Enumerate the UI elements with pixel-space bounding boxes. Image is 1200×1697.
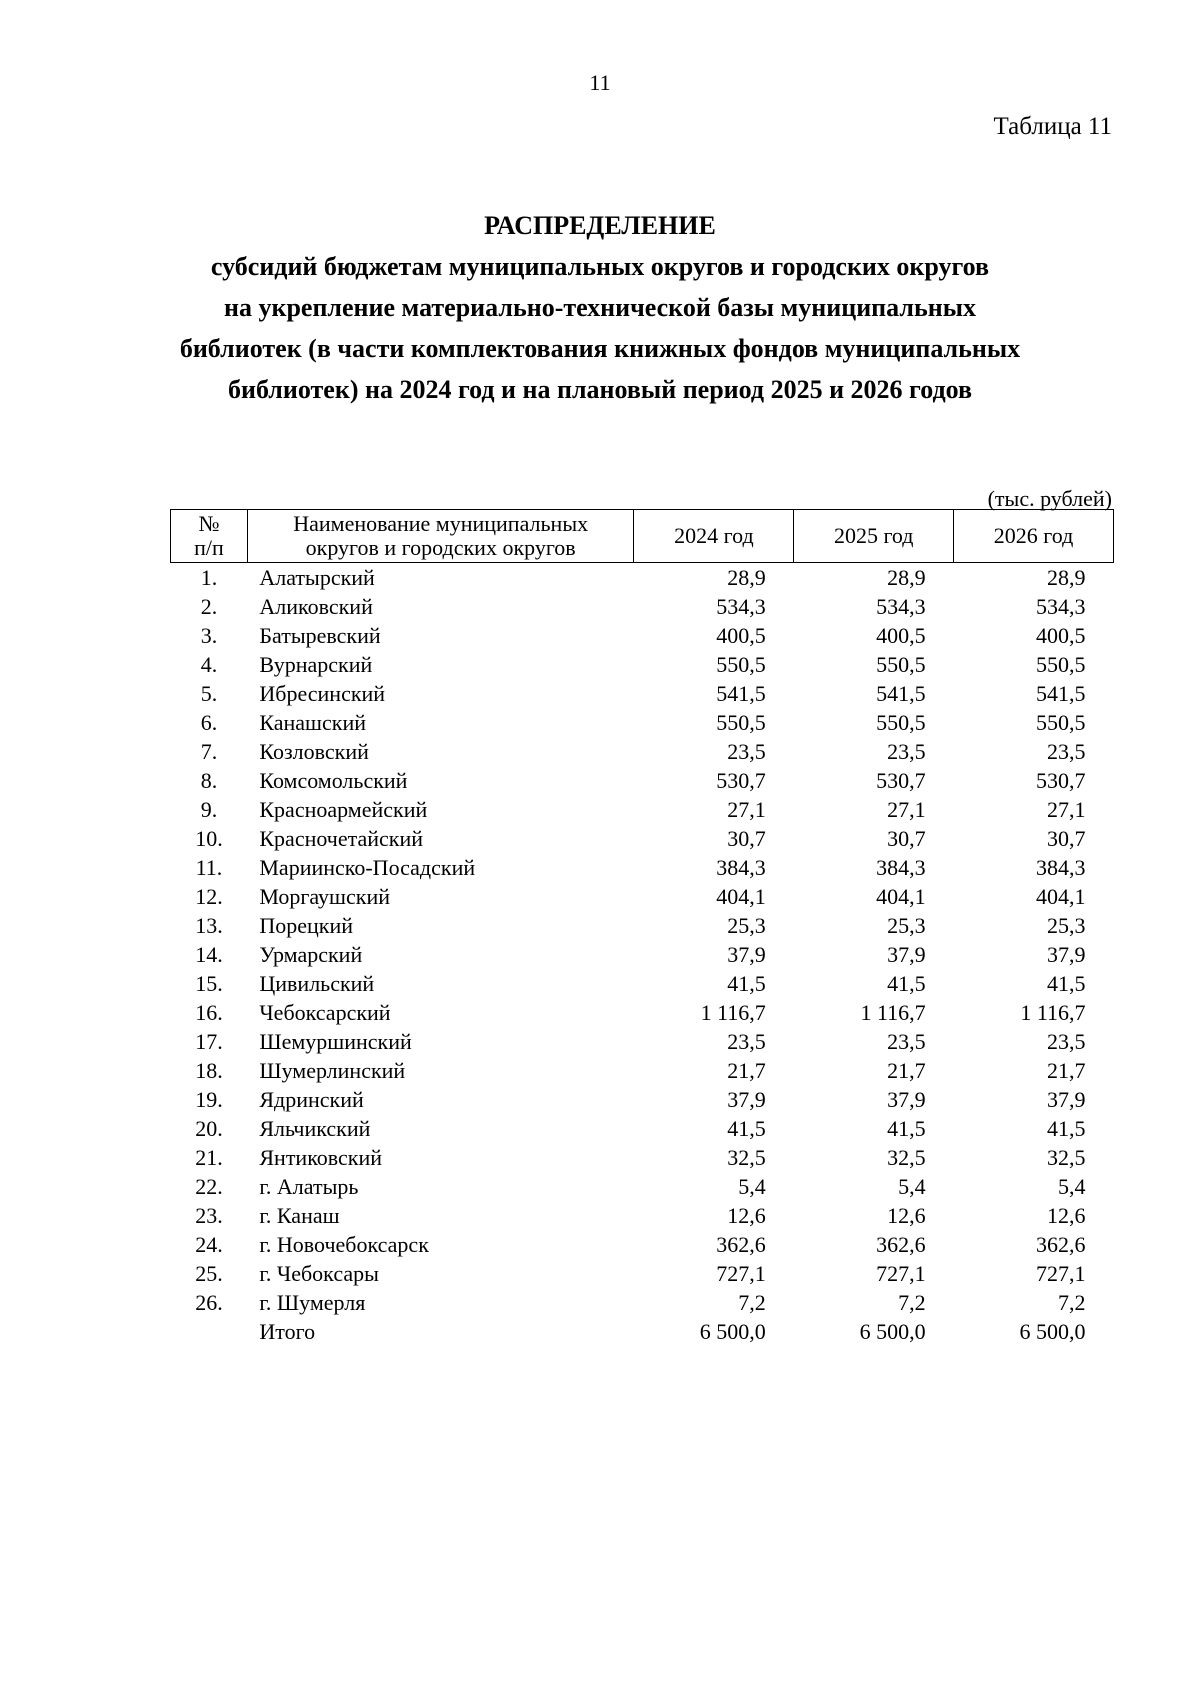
value-2026: 384,3 <box>1036 855 1086 880</box>
district-name: г. Алатырь <box>259 1174 359 1199</box>
table-row <box>171 795 1114 824</box>
district-name: г. Шумерля <box>259 1290 366 1315</box>
value-2026: 550,5 <box>1036 710 1086 735</box>
value-2026: 25,3 <box>1047 913 1086 938</box>
value-2024: 400,5 <box>716 623 766 648</box>
value-2024: 41,5 <box>727 1116 766 1141</box>
table-row <box>171 1201 1114 1230</box>
value-2024: 23,5 <box>727 739 766 764</box>
table-row <box>171 882 1114 911</box>
value-2024: 32,5 <box>727 1145 766 1170</box>
table-row <box>171 650 1114 679</box>
row-number: 7. <box>200 739 218 764</box>
table-row <box>171 940 1114 969</box>
district-name: Батыревский <box>259 623 381 648</box>
value-2026: 550,5 <box>1036 652 1086 677</box>
value-2025: 541,5 <box>876 681 926 706</box>
value-2026: 6 500,0 <box>1019 1319 1086 1344</box>
value-2025: 404,1 <box>876 884 926 909</box>
header-name-line-2: округов и городских округов <box>305 535 576 560</box>
row-number <box>171 1317 248 1346</box>
value-2026: 1 116,7 <box>1020 1000 1086 1025</box>
row-number: 10. <box>195 826 223 851</box>
row-number: 9. <box>200 797 218 822</box>
row-number: 18. <box>195 1058 223 1083</box>
header-name <box>247 510 634 563</box>
value-2024: 5,4 <box>738 1174 766 1199</box>
district-name: Порецкий <box>259 913 354 938</box>
value-2026: 404,1 <box>1036 884 1086 909</box>
row-number: 23. <box>195 1203 223 1228</box>
title-line-4: библиотек (в части комплектования книжных фондов муниципальных <box>179 334 1021 363</box>
value-2024: 6 500,0 <box>699 1319 766 1344</box>
value-2026: 23,5 <box>1047 1029 1086 1054</box>
table-row <box>171 737 1114 766</box>
value-2026: 727,1 <box>1036 1261 1086 1286</box>
header-2026: 2026 год <box>954 510 1114 563</box>
page-number: 11 <box>589 70 611 95</box>
value-2024: 37,9 <box>727 1087 766 1112</box>
header-number-line-2: п/п <box>194 535 224 560</box>
row-number: 5. <box>200 681 218 706</box>
district-name: Чебоксарский <box>259 1000 391 1025</box>
row-number: 25. <box>195 1261 223 1286</box>
district-name: г. Чебоксары <box>259 1261 379 1286</box>
value-2026: 30,7 <box>1047 826 1086 851</box>
district-name: Мариинско-Посадский <box>259 855 476 880</box>
value-2025: 534,3 <box>876 594 926 619</box>
row-number: 15. <box>195 971 223 996</box>
district-name: Комсомольский <box>259 768 408 793</box>
value-2025: 37,9 <box>887 1087 926 1112</box>
district-name: Канашский <box>259 710 367 735</box>
district-name: Ибресинский <box>259 681 386 706</box>
table-row <box>171 1143 1114 1172</box>
title-line-2: субсидий бюджетам муниципальных округов и городских округов <box>210 252 990 281</box>
district-name: Козловский <box>259 739 369 764</box>
value-2025: 28,9 <box>887 565 926 590</box>
value-2025: 400,5 <box>876 623 926 648</box>
row-number: 1. <box>200 565 218 590</box>
value-2024: 7,2 <box>738 1290 766 1315</box>
distribution-table <box>170 509 1114 1346</box>
value-2025: 1 116,7 <box>860 1000 926 1025</box>
district-name: Вурнарский <box>259 652 373 677</box>
value-2024: 384,3 <box>716 855 766 880</box>
district-name: Янтиковский <box>259 1145 383 1170</box>
header-row <box>171 510 1114 563</box>
district-name: г. Новочебоксарск <box>259 1232 429 1257</box>
value-2025: 550,5 <box>876 710 926 735</box>
value-2025: 7,2 <box>898 1290 926 1315</box>
value-2026: 534,3 <box>1036 594 1086 619</box>
value-2025: 12,6 <box>887 1203 926 1228</box>
header-number <box>171 510 248 563</box>
value-2024: 727,1 <box>716 1261 766 1286</box>
table-row <box>171 621 1114 650</box>
row-number: 19. <box>195 1087 223 1112</box>
value-2026: 37,9 <box>1047 942 1086 967</box>
row-number: 4. <box>200 652 218 677</box>
value-2025: 6 500,0 <box>859 1319 926 1344</box>
district-name: Цивильский <box>259 971 375 996</box>
value-2024: 550,5 <box>716 710 766 735</box>
row-number: 21. <box>195 1145 223 1170</box>
value-2025: 25,3 <box>887 913 926 938</box>
table-row <box>171 708 1114 737</box>
table-body <box>171 563 1114 1347</box>
table-row <box>171 1085 1114 1114</box>
value-2024: 41,5 <box>727 971 766 996</box>
value-2025: 21,7 <box>887 1058 926 1083</box>
header-2025: 2025 год <box>794 510 954 563</box>
table-row <box>171 1027 1114 1056</box>
value-2024: 1 116,7 <box>700 1000 766 1025</box>
table-row <box>171 998 1114 1027</box>
value-2025: 23,5 <box>887 1029 926 1054</box>
district-name: Ядринский <box>259 1087 364 1112</box>
title-line-5: библиотек) на 2024 год и на плановый период 2025 и 2026 годов <box>227 375 973 404</box>
district-name: Итого <box>259 1319 316 1344</box>
value-2026: 23,5 <box>1047 739 1086 764</box>
row-number: 16. <box>195 1000 223 1025</box>
row-number: 11. <box>195 855 223 880</box>
value-2025: 41,5 <box>887 971 926 996</box>
units-label: (тыс. рублей) <box>987 486 1112 511</box>
value-2024: 27,1 <box>727 797 766 822</box>
value-2025: 30,7 <box>887 826 926 851</box>
value-2026: 541,5 <box>1036 681 1086 706</box>
district-name: Аликовский <box>259 594 373 619</box>
value-2024: 534,3 <box>716 594 766 619</box>
value-2026: 27,1 <box>1047 797 1086 822</box>
value-2026: 21,7 <box>1047 1058 1086 1083</box>
table-row <box>171 563 1114 593</box>
value-2024: 530,7 <box>716 768 766 793</box>
header-2024: 2024 год <box>634 510 794 563</box>
table-row <box>171 592 1114 621</box>
table-label: Таблица 11 <box>993 113 1112 140</box>
table-row <box>171 1056 1114 1085</box>
value-2024: 28,9 <box>727 565 766 590</box>
district-name: Шемуршинский <box>259 1029 412 1054</box>
row-number: 3. <box>200 623 218 648</box>
row-number: 13. <box>195 913 223 938</box>
table-row <box>171 1172 1114 1201</box>
value-2025: 530,7 <box>876 768 926 793</box>
value-2026: 400,5 <box>1036 623 1086 648</box>
value-2024: 362,6 <box>716 1232 766 1257</box>
district-name: Яльчикский <box>259 1116 371 1141</box>
row-number: 2. <box>200 594 218 619</box>
value-2025: 41,5 <box>887 1116 926 1141</box>
value-2025: 362,6 <box>876 1232 926 1257</box>
value-2025: 23,5 <box>887 739 926 764</box>
district-name: Красноармейский <box>259 797 428 822</box>
document-title <box>0 205 1200 410</box>
value-2025: 550,5 <box>876 652 926 677</box>
district-name: г. Канаш <box>259 1203 340 1228</box>
table-row <box>171 1259 1114 1288</box>
row-number: 22. <box>195 1174 223 1199</box>
table-row <box>171 679 1114 708</box>
value-2024: 404,1 <box>716 884 766 909</box>
table-row <box>171 1114 1114 1143</box>
row-number: 26. <box>195 1290 223 1315</box>
value-2024: 550,5 <box>716 652 766 677</box>
district-name: Урмарский <box>259 942 363 967</box>
value-2026: 28,9 <box>1047 565 1086 590</box>
title-line-1: РАСПРЕДЕЛЕНИЕ <box>484 211 716 240</box>
value-2025: 27,1 <box>887 797 926 822</box>
table-row <box>171 1230 1114 1259</box>
row-number: 14. <box>195 942 223 967</box>
value-2024: 37,9 <box>727 942 766 967</box>
value-2026: 37,9 <box>1047 1087 1086 1112</box>
value-2026: 7,2 <box>1058 1290 1086 1315</box>
district-name: Алатырский <box>259 565 375 590</box>
value-2024: 23,5 <box>727 1029 766 1054</box>
table-row <box>171 911 1114 940</box>
value-2026: 362,6 <box>1036 1232 1086 1257</box>
row-number: 24. <box>195 1232 223 1257</box>
value-2024: 541,5 <box>716 681 766 706</box>
row-number: 17. <box>195 1029 223 1054</box>
table-row <box>171 853 1114 882</box>
table-row <box>171 824 1114 853</box>
title-line-3: на укрепление материально-технической базы муниципальных <box>223 293 977 322</box>
table-row <box>171 969 1114 998</box>
value-2025: 5,4 <box>898 1174 926 1199</box>
value-2026: 5,4 <box>1058 1174 1086 1199</box>
value-2026: 41,5 <box>1047 971 1086 996</box>
row-number: 8. <box>200 768 218 793</box>
district-name: Шумерлинский <box>259 1058 406 1083</box>
table-row <box>171 1288 1114 1317</box>
row-number: 6. <box>200 710 218 735</box>
value-2024: 25,3 <box>727 913 766 938</box>
value-2024: 30,7 <box>727 826 766 851</box>
total-row <box>171 1317 1114 1346</box>
header-number-line-1: № <box>198 511 220 536</box>
table-row <box>171 766 1114 795</box>
header-name-line-1: Наименование муниципальных <box>293 511 589 536</box>
district-name: Моргаушский <box>259 884 390 909</box>
value-2026: 12,6 <box>1047 1203 1086 1228</box>
row-number: 20. <box>195 1116 223 1141</box>
value-2025: 37,9 <box>887 942 926 967</box>
value-2024: 21,7 <box>727 1058 766 1083</box>
table-header <box>171 510 1114 563</box>
value-2025: 727,1 <box>876 1261 926 1286</box>
value-2025: 32,5 <box>887 1145 926 1170</box>
value-2026: 530,7 <box>1036 768 1086 793</box>
value-2024: 12,6 <box>727 1203 766 1228</box>
district-name: Красночетайский <box>259 826 424 851</box>
value-2026: 32,5 <box>1047 1145 1086 1170</box>
row-number: 12. <box>195 884 223 909</box>
value-2026: 41,5 <box>1047 1116 1086 1141</box>
value-2025: 384,3 <box>876 855 926 880</box>
